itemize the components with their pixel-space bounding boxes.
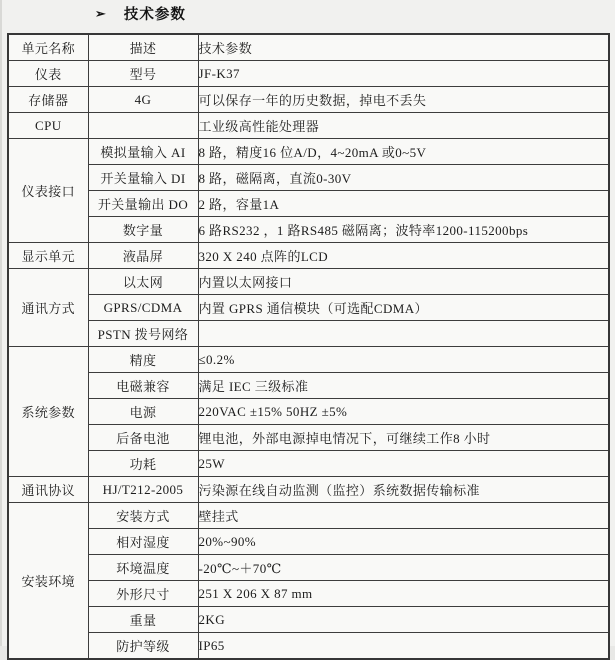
param-cell: 满足 IEC 三级标准 (198, 373, 609, 399)
unit-cell-group: 系统参数 (8, 347, 88, 477)
unit-cell: 显示单元 (8, 243, 88, 269)
param-cell: 内置以太网接口 (198, 269, 609, 295)
table-row (8, 61, 609, 87)
table-row (8, 269, 609, 295)
unit-cell: CPU (8, 113, 88, 139)
table-row (8, 555, 609, 581)
table-row (8, 399, 609, 425)
spec-table (7, 33, 610, 660)
unit-cell-group: 安装环境 (8, 503, 88, 660)
desc-cell: 电源 (88, 399, 198, 425)
desc-cell: 环境温度 (88, 555, 198, 581)
unit-cell: 仪表 (8, 61, 88, 87)
param-cell: ≤0.2% (198, 347, 609, 373)
section-title-label: 技术参数 (123, 7, 186, 23)
desc-cell: GPRS/CDMA (88, 295, 198, 321)
desc-cell: 液晶屏 (88, 243, 198, 269)
desc-cell: 以太网 (88, 269, 198, 295)
desc-cell: 安装方式 (88, 503, 198, 529)
table-row (8, 477, 609, 503)
col-header-desc: 描述 (88, 34, 198, 61)
desc-cell: 功耗 (88, 451, 198, 477)
desc-cell: 外形尺寸 (88, 581, 198, 607)
desc-cell: 数字量 (88, 217, 198, 243)
col-header-param: 技术参数 (198, 34, 609, 61)
table-row (8, 347, 609, 373)
unit-cell-group: 仪表接口 (8, 139, 88, 243)
arrow-bullet-icon: ➢ (95, 6, 107, 20)
param-cell: IP65 (198, 633, 609, 660)
param-cell: 20%~90% (198, 529, 609, 555)
desc-cell: 模拟量输入 AI (88, 139, 198, 165)
table-row (8, 295, 609, 321)
param-cell: 320 X 240 点阵的LCD (198, 243, 609, 269)
table-row (8, 425, 609, 451)
param-cell: JF-K37 (198, 61, 609, 87)
scan-artifact-line (0, 0, 2, 646)
param-cell: 25W (198, 451, 609, 477)
desc-cell (88, 113, 198, 139)
desc-cell: 开关量输出 DO (88, 191, 198, 217)
param-cell: 251 X 206 X 87 mm (198, 581, 609, 607)
table-row (8, 451, 609, 477)
desc-cell: 相对湿度 (88, 529, 198, 555)
param-cell: 可以保存一年的历史数据，掉电不丢失 (198, 87, 609, 113)
desc-cell: 4G (88, 87, 198, 113)
param-cell: 220VAC ±15% 50HZ ±5% (198, 399, 609, 425)
desc-cell: 开关量输入 DI (88, 165, 198, 191)
desc-cell: 防护等级 (88, 633, 198, 660)
spec-table-body (8, 34, 609, 659)
unit-cell: 存储器 (8, 87, 88, 113)
table-row (8, 373, 609, 399)
param-cell: 工业级高性能处理器 (198, 113, 609, 139)
table-row (8, 503, 609, 529)
param-cell: 污染源在线自动监测（监控）系统数据传输标准 (198, 477, 609, 503)
param-cell: 2KG (198, 607, 609, 633)
desc-cell: PSTN 拨号网络 (88, 321, 198, 347)
desc-cell: 后备电池 (88, 425, 198, 451)
param-cell: 壁挂式 (198, 503, 609, 529)
param-cell (198, 321, 609, 347)
param-cell: 6 路RS232 ，1 路RS485 磁隔离；波特率1200-115200bps (198, 217, 609, 243)
table-row (8, 191, 609, 217)
desc-cell: HJ/T212-2005 (88, 477, 198, 503)
table-row (8, 243, 609, 269)
table-row (8, 139, 609, 165)
table-row (8, 87, 609, 113)
table-row (8, 321, 609, 347)
param-cell: 8 路，磁隔离，直流0-30V (198, 165, 609, 191)
unit-cell: 通讯协议 (8, 477, 88, 503)
param-cell: 内置 GPRS 通信模块（可选配CDMA） (198, 295, 609, 321)
col-header-unit: 单元名称 (8, 34, 88, 61)
table-row (8, 217, 609, 243)
table-row (8, 581, 609, 607)
desc-cell: 电磁兼容 (88, 373, 198, 399)
table-row (8, 633, 609, 660)
table-row (8, 165, 609, 191)
desc-cell: 重量 (88, 607, 198, 633)
param-cell: 锂电池，外部电源掉电情况下，可继续工作8 小时 (198, 425, 609, 451)
section-title (95, 3, 186, 24)
unit-cell-group: 通讯方式 (8, 269, 88, 347)
param-cell: 2 路，容量1A (198, 191, 609, 217)
table-row (8, 607, 609, 633)
table-row (8, 529, 609, 555)
table-row (8, 113, 609, 139)
table-header-row (8, 34, 609, 61)
desc-cell: 型号 (88, 61, 198, 87)
desc-cell: 精度 (88, 347, 198, 373)
param-cell: -20℃~＋70℃ (198, 555, 609, 581)
param-cell: 8 路，精度16 位A/D，4~20mA 或0~5V (198, 139, 609, 165)
